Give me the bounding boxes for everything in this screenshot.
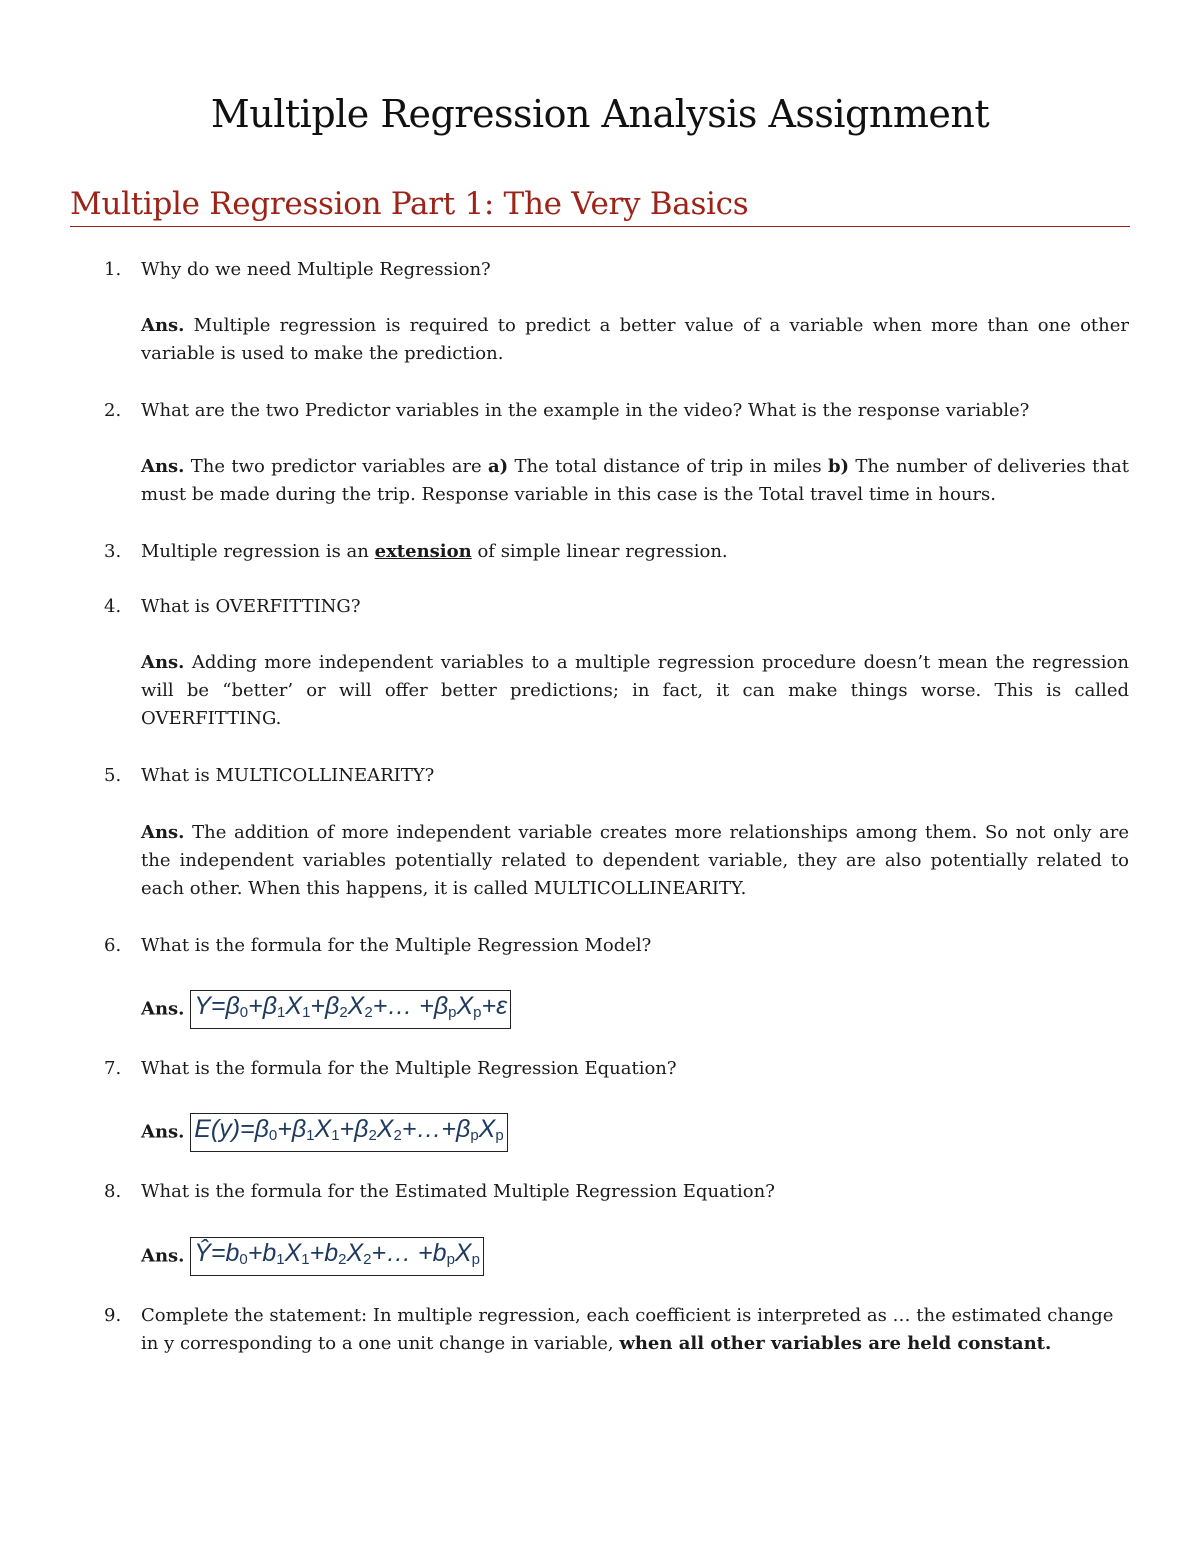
document-title: Multiple Regression Analysis Assignment [210, 92, 990, 136]
answer-label: Ans. [141, 1121, 185, 1143]
item-number: 5. [104, 765, 122, 786]
answer-label: Ans. [141, 456, 185, 477]
item-number: 7. [104, 1058, 122, 1079]
answer-text [141, 819, 1129, 903]
answer-label: Ans. [141, 652, 185, 673]
option-text-a: The total distance of trip in miles [514, 456, 822, 477]
question-text: What is OVERFITTING? [141, 596, 361, 617]
question-text-post: of simple linear regression. [477, 541, 728, 562]
question-text: What is the formula for the Multiple Regression Equation? [141, 1058, 677, 1079]
question-text: What is MULTICOLLINEARITY? [141, 765, 435, 786]
option-label-b: b) [827, 456, 850, 477]
answer-formula-row [141, 1237, 484, 1276]
answer-body: Adding more independent variables to a multiple regression procedure doesn’t mean the regression will be “better’ or will offer better predictions; in fact, it can make things worse. This is called OVERFITTING. [141, 652, 1129, 729]
option-text-b: The number of deliveries that must be made during the trip. Response variable in this case is the Total travel time in hours. [141, 456, 1129, 505]
answer-text [141, 312, 1129, 368]
answer-label: Ans. [141, 1245, 185, 1267]
item-number: 8. [104, 1181, 122, 1202]
formula-model: $Y=\beta_0+\beta_1X_1+\beta_2X_2+\dots +\beta_pX_p+\varepsilon$ [190, 990, 511, 1029]
item-number: 1. [104, 259, 122, 280]
question-text: What is the formula for the Multiple Regression Model? [141, 935, 652, 956]
section-heading: Multiple Regression Part 1: The Very Basics [70, 186, 1130, 227]
item-number: 6. [104, 935, 122, 956]
emphasis-extension: extension [374, 541, 472, 562]
question-text: What is the formula for the Estimated Multiple Regression Equation? [141, 1181, 775, 1202]
answer-body: Multiple regression is required to predict a better value of a variable when more than one other variable is used to make the prediction. [141, 315, 1129, 364]
item-number: 9. [104, 1305, 122, 1326]
answer-label: Ans. [141, 822, 185, 843]
question-text: Why do we need Multiple Regression? [141, 259, 491, 280]
formula-equation: $E(y)=\beta_0+\beta_1X_1+\beta_2X_2+\dots+\beta_pX_p$ [190, 1113, 508, 1152]
question-text [141, 1302, 1129, 1358]
item-number: 4. [104, 596, 122, 617]
question-text-pre: Complete the statement: In multiple regression, each coefficient is interpreted as … the estimated change in y corresponding to a one unit change in variable, [141, 1305, 1114, 1354]
formula-estimated: $Ŷ=b_0+b_1X_1+b_2X_2+\dots +b_pX_p$ [190, 1237, 484, 1276]
answer-formula-row [141, 1113, 508, 1152]
option-label-a: a) [488, 456, 509, 477]
question-text [141, 538, 1129, 566]
answer-body: The addition of more independent variable creates more relationships among them. So not only are the independent variables potentially related to dependent variable, they are also potentially related to each other. When this happens, it is called MULTICOLLINEARITY. [141, 822, 1130, 899]
answer-text [141, 453, 1129, 509]
answer-label: Ans. [141, 315, 185, 336]
answer-label: Ans. [141, 998, 185, 1020]
item-number: 2. [104, 400, 122, 421]
question-text-pre: Multiple regression is an [141, 541, 369, 562]
emphasis-answer: when all other variables are held constant. [619, 1333, 1052, 1354]
question-text: What are the two Predictor variables in the example in the video? What is the response variable? [141, 400, 1030, 421]
answer-formula-row [141, 990, 511, 1029]
answer-text [141, 649, 1129, 733]
answer-body: The two predictor variables are [190, 456, 482, 477]
item-number: 3. [104, 541, 122, 562]
